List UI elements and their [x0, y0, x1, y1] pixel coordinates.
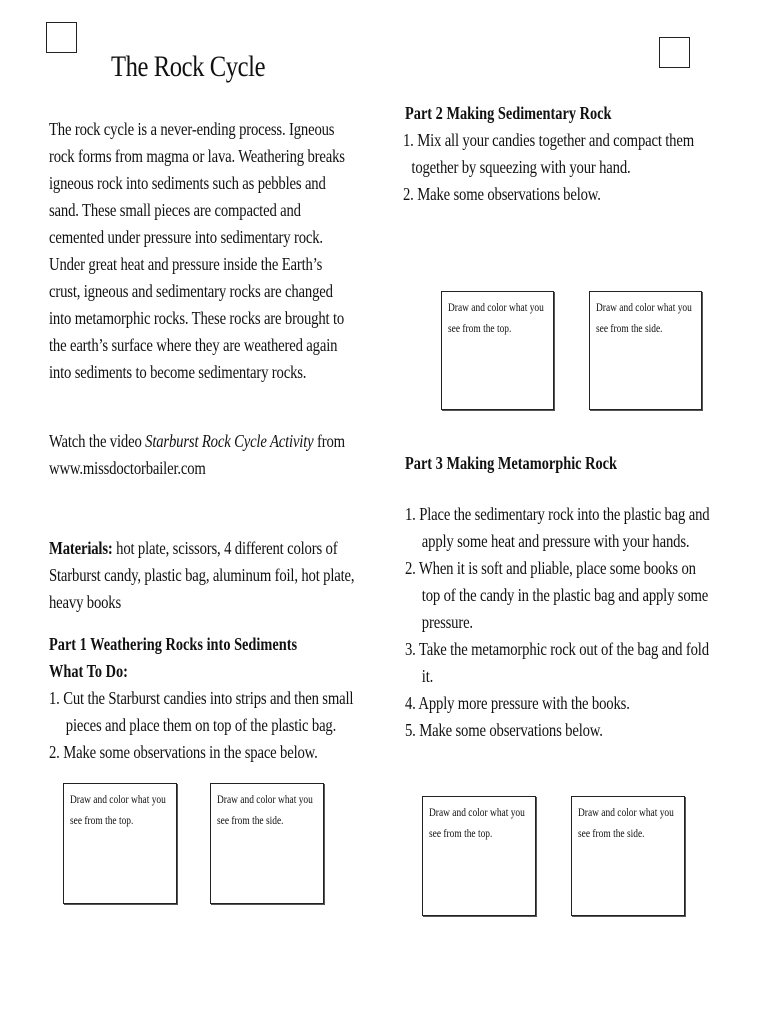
part1-heading: Part 1 Weathering Rocks into Sediments	[49, 634, 298, 654]
observation-label: Draw and color what you see from the side.	[578, 807, 674, 840]
step-text: 1. Place the sedimentary rock into the plastic bag and	[405, 504, 710, 524]
step-text-cont: apply some heat and pressure with your hands.	[421, 531, 690, 551]
step-text: 2. When it is soft and pliable, place some books on	[405, 558, 696, 578]
step-text: 3. Take the metamorphic rock out of the bag and fold	[405, 639, 709, 659]
materials-text: Starburst candy, plastic bag, aluminum foil, hot plate,	[49, 565, 355, 585]
video-paragraph	[49, 428, 345, 482]
part1-step	[49, 685, 353, 739]
part2-step	[403, 127, 694, 181]
part3-heading: Part 3 Making Metamorphic Rock	[405, 453, 618, 473]
step-text-cont: pieces and place them on top of the plastic bag.	[65, 715, 337, 735]
intro-line: cemented under pressure into sedimentary rock.	[49, 227, 323, 247]
step-text: 2. Make some observations below.	[403, 184, 601, 204]
step-text: 1. Mix all your candies together and compact them	[403, 130, 694, 150]
part2-heading: Part 2 Making Sedimentary Rock	[405, 103, 612, 123]
intro-paragraph	[49, 116, 345, 386]
observation-label: Draw and color what you see from the side.	[596, 302, 692, 335]
video-prefix: Watch the video	[49, 431, 146, 451]
step-text-cont: top of the candy in the plastic bag and apply some	[421, 585, 709, 605]
page-title: The Rock Cycle	[111, 50, 266, 83]
observation-label: Draw and color what you see from the top.	[429, 807, 525, 840]
intro-line: rock forms from magma or lava. Weathering breaks	[49, 146, 345, 166]
part3-step	[405, 636, 709, 690]
intro-line: igneous rock into sediments such as pebbles and	[49, 173, 326, 193]
intro-line: the earth’s surface where they are weathered again	[49, 335, 338, 355]
part3-step	[405, 501, 709, 555]
part1-subheading: What To Do:	[49, 661, 128, 681]
intro-line: The rock cycle is a never-ending process. Igneous	[49, 119, 335, 139]
part3-step	[405, 690, 630, 717]
step-text-cont: pressure.	[421, 612, 473, 632]
part1-step	[49, 739, 318, 766]
materials-text: hot plate, scissors, 4 different colors of	[112, 538, 338, 558]
observation-label: Draw and color what you see from the top.	[448, 302, 544, 335]
observation-box-side[interactable]	[571, 796, 685, 916]
observation-box-side[interactable]	[589, 291, 702, 410]
observation-box-top[interactable]	[63, 783, 177, 904]
part3-step	[405, 555, 708, 636]
intro-line: into metamorphic rocks. These rocks are brought to	[49, 308, 345, 328]
observation-label: Draw and color what you see from the side.	[217, 794, 313, 827]
materials-paragraph	[49, 535, 354, 616]
intro-line: crust, igneous and sedimentary rocks are changed	[49, 281, 333, 301]
step-text-cont: it.	[421, 666, 434, 686]
part2-step	[403, 181, 601, 208]
intro-line: Under great heat and pressure inside the Earth’s	[49, 254, 323, 274]
checkbox-right[interactable]	[659, 37, 690, 68]
step-text: 4. Apply more pressure with the books.	[405, 693, 630, 713]
step-text: 5. Make some observations below.	[405, 720, 603, 740]
checkbox-left[interactable]	[46, 22, 77, 53]
observation-label: Draw and color what you see from the top.	[70, 794, 166, 827]
video-url: www.missdoctorbailer.com	[49, 458, 206, 478]
observation-box-top[interactable]	[422, 796, 536, 916]
video-suffix: from	[313, 431, 345, 451]
step-text-cont: together by squeezing with your hand.	[411, 157, 631, 177]
materials-text: heavy books	[49, 592, 122, 612]
intro-line: into sediments to become sedimentary rocks.	[49, 362, 307, 382]
intro-line: sand. These small pieces are compacted and	[49, 200, 301, 220]
step-text: 2. Make some observations in the space below.	[49, 742, 318, 762]
step-text: 1. Cut the Starburst candies into strips and then small	[49, 688, 354, 708]
part3-step	[405, 717, 603, 744]
observation-box-side[interactable]	[210, 783, 324, 904]
materials-label: Materials:	[49, 538, 113, 558]
video-title: Starburst Rock Cycle Activity	[145, 431, 314, 451]
observation-box-top[interactable]	[441, 291, 554, 410]
